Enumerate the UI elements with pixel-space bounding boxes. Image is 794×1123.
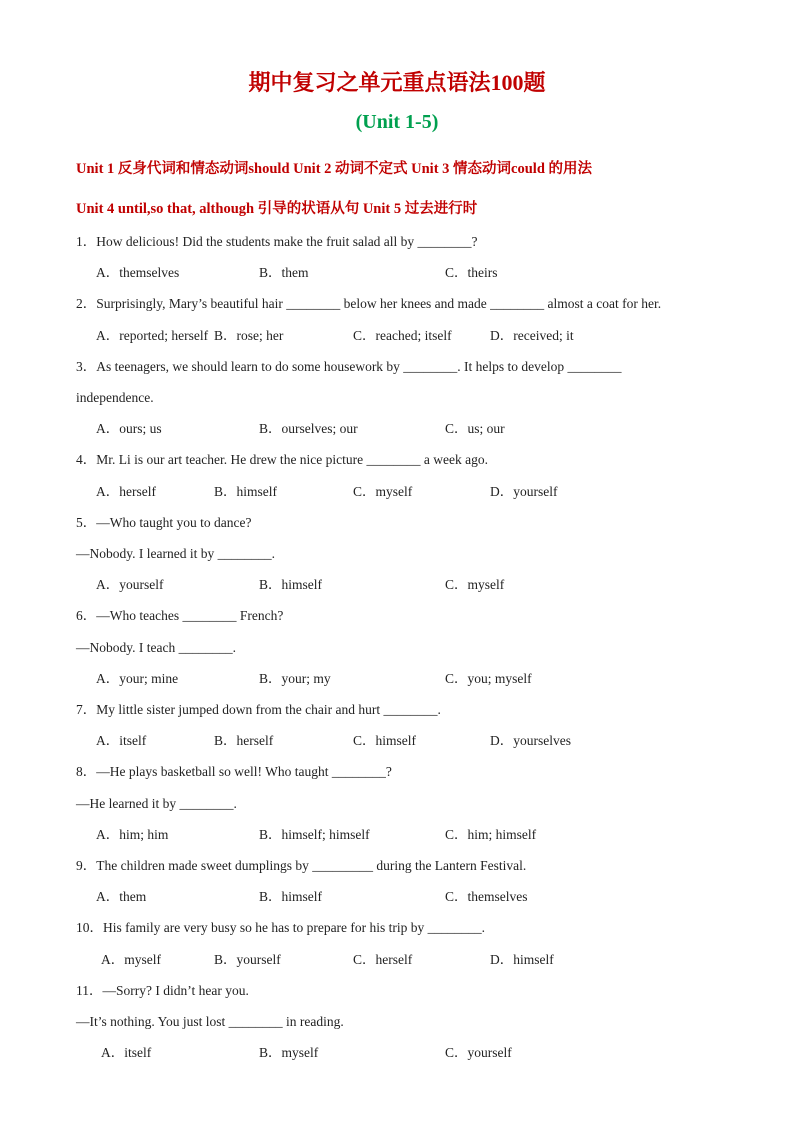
question-2-option-a: A．reported; herself [96, 328, 209, 343]
question-9-option-b: B．himself [259, 889, 322, 904]
units-line-1: Unit 1 反身代词和情态动词should Unit 2 动词不定式 Unit 3 情态动词could 的用法 [76, 161, 593, 177]
question-5-option-c: C．myself [445, 577, 505, 592]
question-5-stem-cont: —Nobody. I learned it by ________. [76, 546, 275, 561]
question-9-option-c: C．themselves [445, 889, 528, 904]
question-10-option-d: D．himself [490, 952, 554, 967]
page-title: 期中复习之单元重点语法100题 [248, 70, 546, 95]
question-1-stem: 1．How delicious! Did the students make the fruit salad all by ________? [76, 234, 478, 249]
question-7-option-d: D．yourselves [490, 733, 571, 748]
question-7-option-a: A．itself [96, 733, 147, 748]
question-11-stem: 11．—Sorry? I didn’t hear you. [76, 983, 249, 998]
question-11-option-b: B．myself [259, 1045, 319, 1060]
question-1-option-a: A．themselves [96, 265, 180, 280]
question-4-option-a: A．herself [96, 484, 156, 499]
question-9-stem: 9．The children made sweet dumplings by _________ during the Lantern Festival. [76, 858, 527, 873]
question-11-option-c: C．yourself [445, 1045, 512, 1060]
question-2-stem: 2．Surprisingly, Mary’s beautiful hair ________ below her knees and made ________ almost a coat for her. [76, 296, 662, 311]
question-7-option-c: C．himself [353, 733, 416, 748]
question-6-option-a: A．your; mine [96, 671, 179, 686]
question-10-option-a: A．myself [101, 952, 161, 967]
question-10-option-b: B．yourself [214, 952, 281, 967]
units-line-2: Unit 4 until,so that, although 引导的状语从句 Unit 5 过去进行时 [76, 201, 478, 217]
question-3-stem: 3．As teenagers, we should learn to do some housework by ________. It helps to develop ________ [76, 359, 622, 374]
question-5-option-a: A．yourself [96, 577, 164, 592]
question-3-option-b: B．ourselves; our [259, 421, 358, 436]
question-2-option-d: D．received; it [490, 328, 574, 343]
question-6-stem: 6．—Who teaches ________ French? [76, 608, 284, 623]
question-11-option-a: A．itself [101, 1045, 152, 1060]
question-9-option-a: A．them [96, 889, 147, 904]
question-5-option-b: B．himself [259, 577, 322, 592]
question-2-option-c: C．reached; itself [353, 328, 452, 343]
question-8-stem-cont: —He learned it by ________. [76, 796, 237, 811]
question-3-stem-cont: independence. [76, 390, 154, 405]
question-6-option-b: B．your; my [259, 671, 331, 686]
question-4-option-b: B．himself [214, 484, 277, 499]
question-8-option-b: B．himself; himself [259, 827, 370, 842]
question-8-option-c: C．him; himself [445, 827, 537, 842]
question-8-option-a: A．him; him [96, 827, 169, 842]
question-4-stem: 4．Mr. Li is our art teacher. He drew the nice picture ________ a week ago. [76, 452, 488, 467]
question-5-stem: 5．—Who taught you to dance? [76, 515, 252, 530]
question-2-option-b: B．rose; her [214, 328, 284, 343]
question-10-stem: 10．His family are very busy so he has to prepare for his trip by ________. [76, 920, 486, 935]
question-8-stem: 8．—He plays basketball so well! Who taught ________? [76, 764, 392, 779]
question-11-stem-cont: —It’s nothing. You just lost ________ in reading. [76, 1014, 344, 1029]
question-7-option-b: B．herself [214, 733, 274, 748]
question-1-option-b: B．them [259, 265, 309, 280]
question-6-stem-cont: —Nobody. I teach ________. [76, 640, 236, 655]
question-4-option-d: D．yourself [490, 484, 558, 499]
question-3-option-c: C．us; our [445, 421, 505, 436]
question-6-option-c: C．you; myself [445, 671, 532, 686]
question-3-option-a: A．ours; us [96, 421, 162, 436]
question-1-option-c: C．theirs [445, 265, 498, 280]
question-4-option-c: C．myself [353, 484, 413, 499]
question-7-stem: 7．My little sister jumped down from the chair and hurt ________. [76, 702, 441, 717]
question-10-option-c: C．herself [353, 952, 413, 967]
page-subtitle: (Unit 1-5) [355, 111, 439, 133]
